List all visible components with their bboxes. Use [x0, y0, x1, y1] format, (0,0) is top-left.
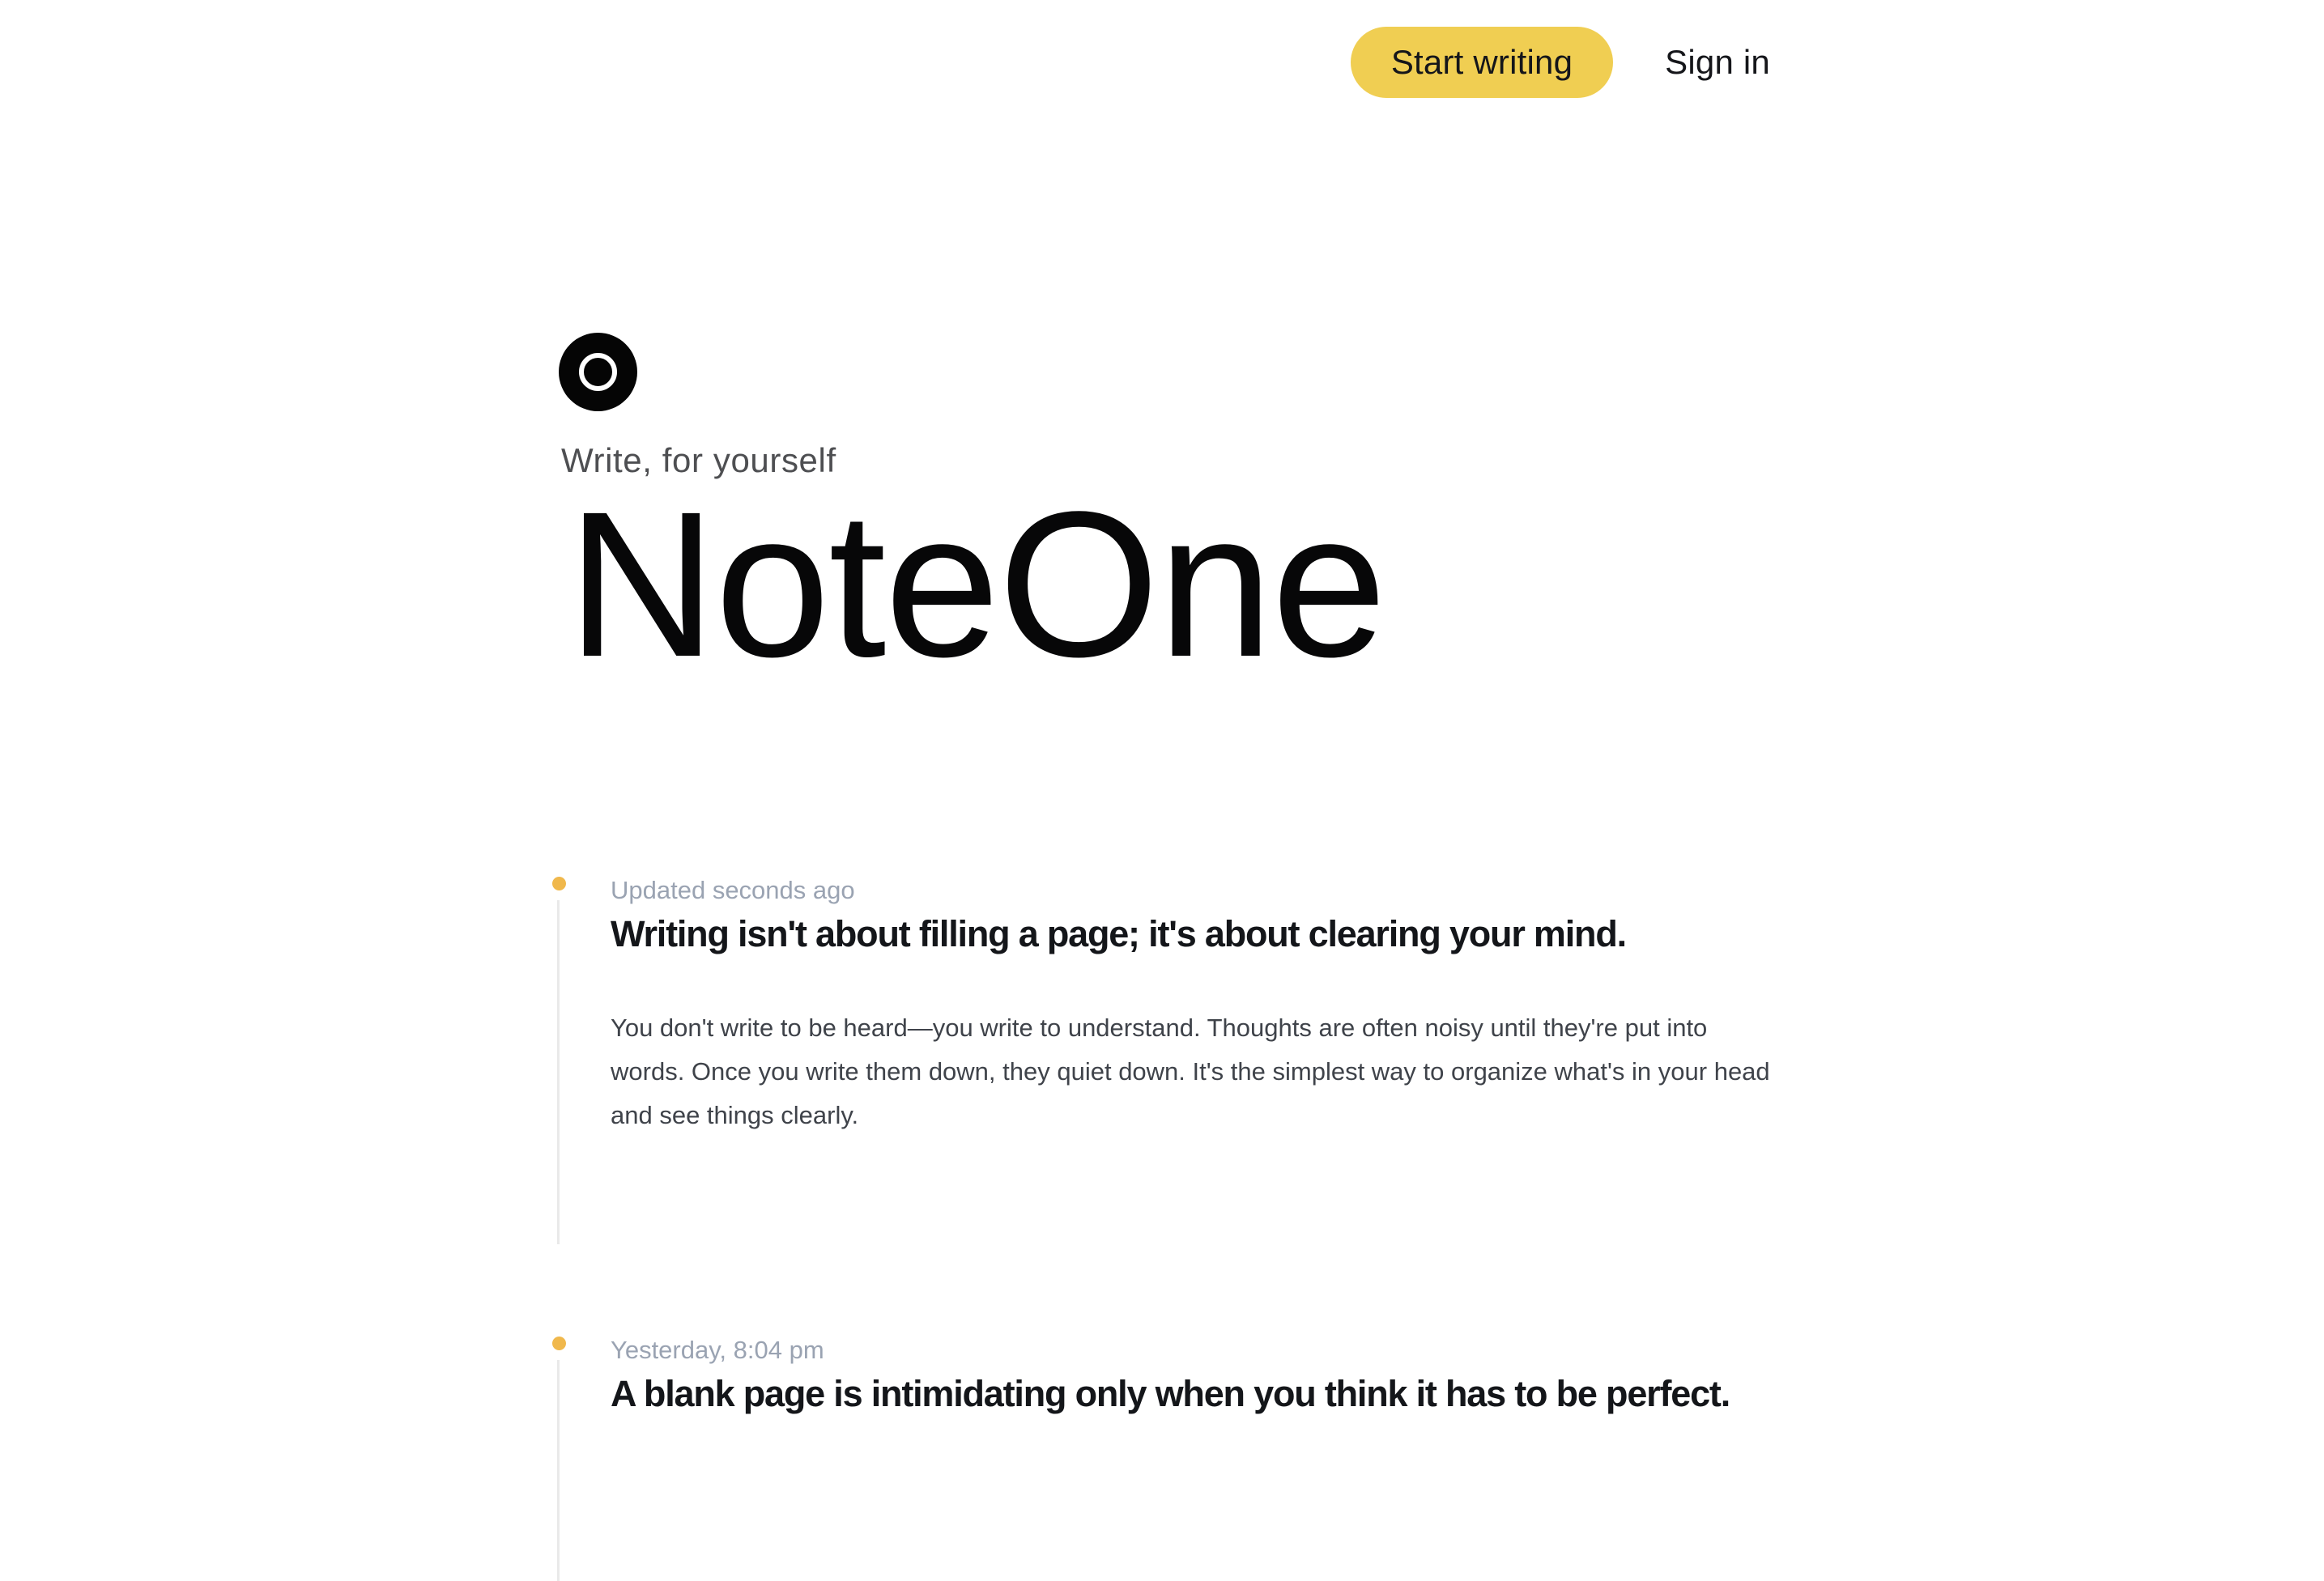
logo-ring-icon: [579, 353, 617, 391]
timeline-dot-icon: [552, 877, 566, 890]
note-heading: Writing isn't about filling a page; it's about clearing your mind.: [611, 913, 1626, 954]
timeline-dot-icon: [552, 1337, 566, 1350]
sign-in-link[interactable]: Sign in: [1665, 43, 1770, 81]
note-timestamp: Updated seconds ago: [611, 876, 855, 904]
tagline: Write, for yourself: [561, 441, 836, 479]
timeline-rail: [557, 1360, 560, 1581]
timeline-rail: [557, 900, 560, 1244]
note-timestamp: Yesterday, 8:04 pm: [611, 1336, 824, 1364]
main-content: [551, 333, 1773, 1419]
note-entry: [551, 876, 1773, 1244]
app-logo-icon: [559, 333, 637, 411]
app-title: NoteOne: [567, 469, 1385, 700]
top-navigation: [551, 0, 1773, 98]
start-writing-button[interactable]: Start writing: [1351, 27, 1613, 98]
note-heading: A blank page is intimidating only when you think it has to be perfect.: [611, 1373, 1730, 1414]
note-entry: [551, 1336, 1773, 1419]
note-body: You don't write to be heard—you write to understand. Thoughts are often noisy until they're put into words. Once you write them down, they quiet down. It's the simplest way to organize what's in your head and see things clearly.: [611, 1014, 1770, 1129]
notes-timeline: [551, 876, 1773, 1419]
hero-section: [551, 333, 1773, 700]
